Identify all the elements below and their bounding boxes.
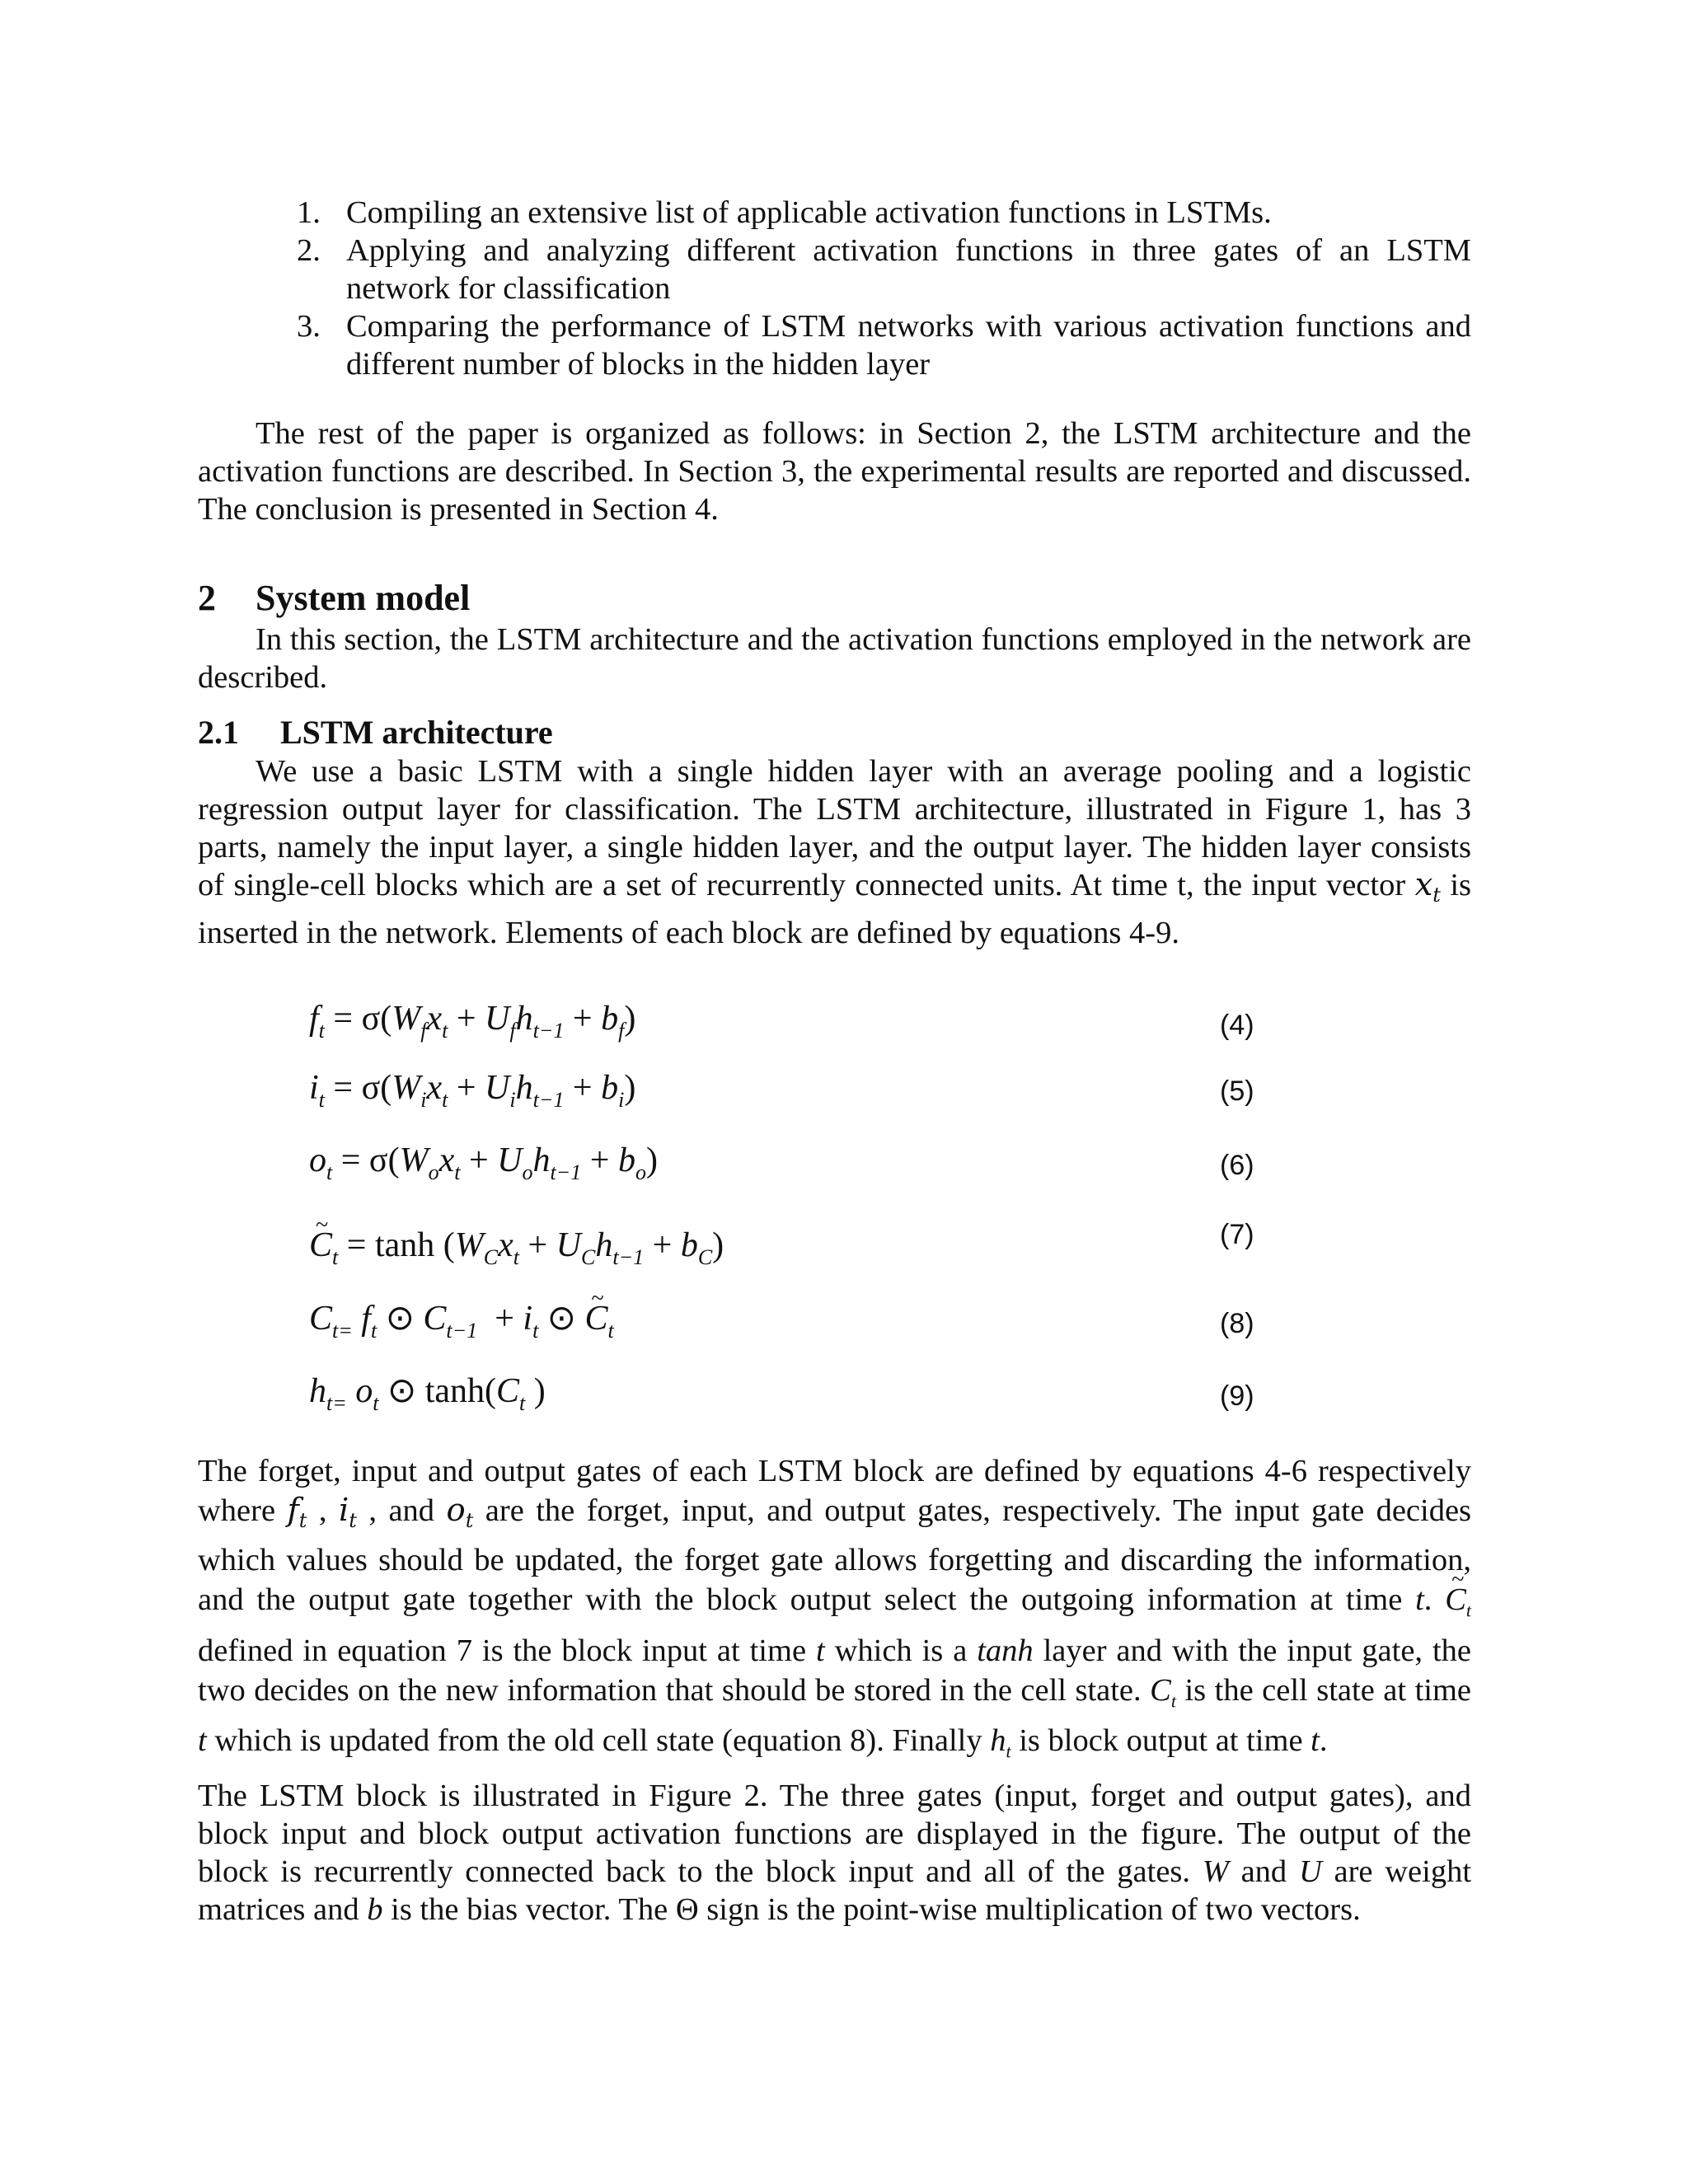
block-paragraph: The LSTM block is illustrated in Figure 2. The three gates (input, forget and output gates), and block input and block output activation functions are displayed in the figure. The output of the block is recurrently connected back to the block input and all of the gates. W and U are weight matrices and b is the bias vector. The Θ sign is the point-wise multiplication of two vectors. — [198, 1779, 1472, 1928]
equation-number: (8) — [1220, 1308, 1254, 1339]
equation-block — [198, 1000, 1471, 1436]
equation-number: (4) — [1220, 1010, 1254, 1041]
input-vector-symbol: $x_t$ — [1414, 866, 1441, 907]
equation-number: (9) — [1220, 1380, 1254, 1412]
block-input-symbol: ~ C — [1445, 1580, 1466, 1619]
section-heading: 2 System model — [198, 578, 471, 618]
subsection-heading: 2.1 LSTM architecture — [198, 714, 553, 751]
architecture-paragraph: We use a basic LSTM with a single hidden layer with an average pooling and a logistic regression output layer for classification. The LSTM architecture, illustrated in Figure 1, has 3 parts, namely the input layer, a single hidden layer, and the output layer. The hidden layer consists of single-cell blocks which are a set of recurrently connected units. At time t, the input vector $x_t$ is inserted in the network. Elements of each block are defined by equations 4-9. — [198, 754, 1472, 950]
organization-paragraph: The rest of the paper is organized as follows: in Section 2, the LSTM architecture and the activation functions are described. In Section 3, the experimental results are reported and discussed. The conclusion is presented in Section 4. — [198, 416, 1471, 527]
equation-number: (6) — [1220, 1150, 1254, 1181]
list-item: 3. Comparing the performance of LSTM networks with various activation functions and different number of blocks in the hidden layer — [297, 309, 1471, 382]
paper-page — [198, 194, 1471, 1929]
gates-paragraph: The forget, input and output gates of each LSTM block are defined by equations 4-6 respectively where $f_t$ , $i_t$ , and $o_t$ are the forget, input, and output gates, respectively. The input gate decides which values should be updated, the forget gate allows forgetting and discarding the information, and the output gate together with the block output select the outgoing information at time t. ~ $C_t$ defined in equation 7 is the block input at time t which is a tanh layer and with the input gate, the two decides on the new information that should be stored in the cell state. $C_t$ is the cell state at time t which is updated from the old cell state (equation 8). Finally $h_t$ is block output at time t. — [198, 1451, 1471, 1772]
equation-number: (5) — [1220, 1076, 1254, 1107]
section-intro: In this section, the LSTM architecture and the activation functions employed in the network are described. — [198, 622, 1471, 695]
equation-block-input: ~ $C_t = \tanh (W_Cx_t + U_Ch_{t-1} + b_C)$ — [309, 1226, 724, 1277]
equation-forget-gate: $f_t = \sigma(W_fx_t + U_fh_{t-1} + b_f)$ — [309, 1000, 636, 1043]
equation-number: (7) — [1220, 1219, 1254, 1250]
contribution-list — [198, 194, 1471, 383]
equation-block-output: $h_{t=}$ $o_t$ ⊙ $\tanh(C_t$ ) — [309, 1372, 546, 1415]
list-item: 1. Compiling an extensive list of applicable activation functions in LSTMs. — [297, 195, 1272, 230]
equation-input-gate: $i_t = \sigma(W_ix_t + U_ih_{t-1} + b_i)$ — [309, 1069, 636, 1112]
equation-output-gate: $o_t = \sigma(W_ox_t + U_oh_{t-1} + b_o)$ — [309, 1141, 658, 1184]
list-item: 2. Applying and analyzing different activation functions in three gates of an LSTM network for classification — [297, 233, 1471, 306]
equation-cell-state: $C_{t=}$ $f_t$ ⊙ $C_{t-1} + i_t$ ⊙ ~ $C_t$ — [309, 1300, 614, 1350]
